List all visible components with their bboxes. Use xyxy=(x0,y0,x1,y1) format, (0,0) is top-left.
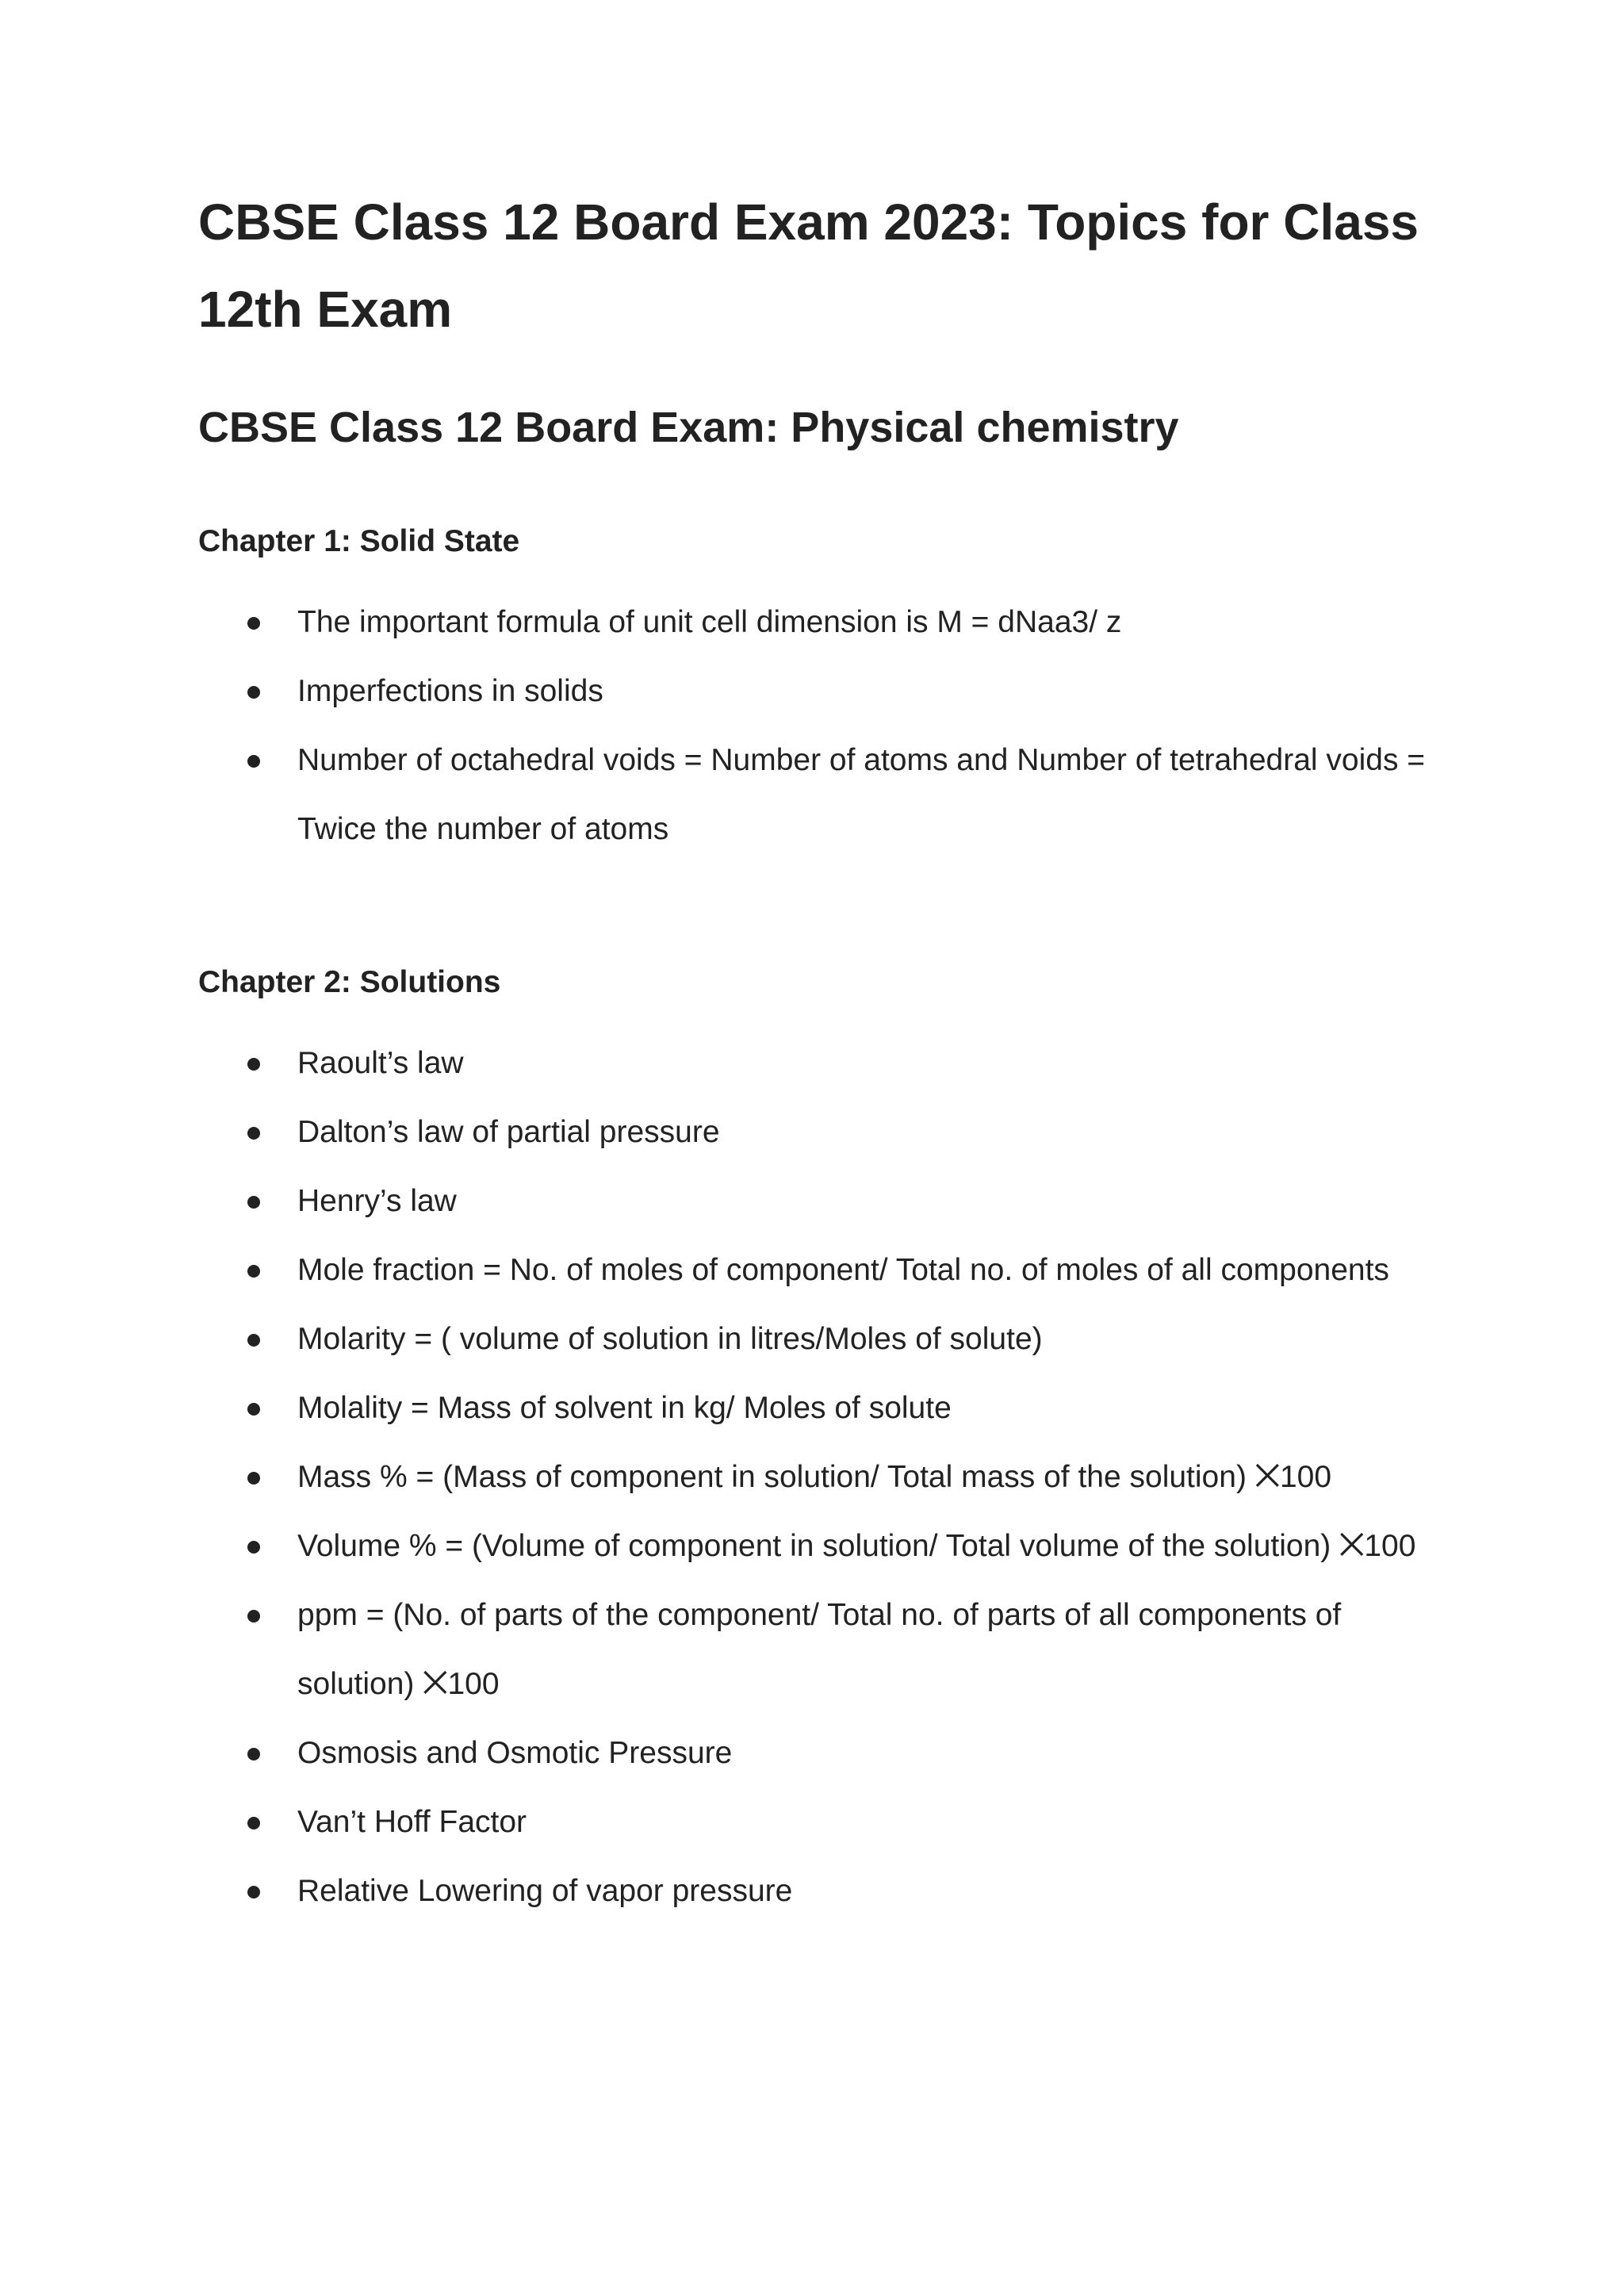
list-item xyxy=(198,1374,1435,1443)
list-item xyxy=(198,588,1435,657)
chapter-section xyxy=(198,959,1435,1925)
list-item xyxy=(198,1718,1435,1787)
list-item xyxy=(198,657,1435,726)
bullet-icon xyxy=(247,1334,260,1347)
chapter-section xyxy=(198,518,1435,864)
chapter-topic-list xyxy=(198,1029,1435,1925)
bullet-icon xyxy=(247,617,260,630)
list-item-text: Raoult’s law xyxy=(297,1046,464,1080)
bullet-icon xyxy=(247,1403,260,1416)
chapter-title: Chapter 2: Solutions xyxy=(198,965,501,999)
list-item xyxy=(198,1580,1435,1718)
list-item-text: Molality = Mass of solvent in kg/ Moles of solute xyxy=(297,1391,952,1425)
list-item-text: Henry’s law xyxy=(297,1184,457,1218)
bullet-icon xyxy=(247,686,260,699)
bullet-icon xyxy=(247,1541,260,1554)
list-item xyxy=(198,726,1435,864)
bullet-icon xyxy=(247,1058,260,1071)
list-item xyxy=(198,1029,1435,1098)
document-title: CBSE Class 12 Board Exam 2023: Topics for Class 12th Exam xyxy=(198,193,1419,338)
list-item-text: Dalton’s law of partial pressure xyxy=(297,1115,720,1149)
list-item-text: Imperfections in solids xyxy=(297,674,603,708)
list-item xyxy=(198,1236,1435,1305)
list-item xyxy=(198,1787,1435,1856)
document-page xyxy=(198,178,1435,1925)
list-item-text: Relative Lowering of vapor pressure xyxy=(297,1874,793,1908)
section-title: CBSE Class 12 Board Exam: Physical chemistry xyxy=(198,404,1179,451)
list-item xyxy=(198,1856,1435,1925)
bullet-icon xyxy=(247,1817,260,1829)
list-item xyxy=(198,1443,1435,1511)
list-item xyxy=(198,1098,1435,1167)
bullet-icon xyxy=(247,1886,260,1898)
list-item-text: Mass % = (Mass of component in solution/ Total mass of the solution) ⨉100 xyxy=(297,1460,1332,1494)
bullet-icon xyxy=(247,1265,260,1278)
list-item-text: Number of octahedral voids = Number of atoms and Number of tetrahedral voids = Twice the number of atoms xyxy=(297,743,1426,846)
list-item-text: Van’t Hoff Factor xyxy=(297,1805,527,1839)
list-item-text: ppm = (No. of parts of the component/ Total no. of parts of all components of solution) ⨉100 xyxy=(297,1598,1342,1701)
bullet-icon xyxy=(247,1610,260,1623)
bullet-icon xyxy=(247,1196,260,1209)
list-item-text: Osmosis and Osmotic Pressure xyxy=(297,1736,733,1770)
list-item-text: The important formula of unit cell dimension is M = dNaa3/ z xyxy=(297,605,1122,639)
chapter-topic-list xyxy=(198,588,1435,864)
list-item-text: Molarity = ( volume of solution in litres/Moles of solute) xyxy=(297,1322,1043,1356)
bullet-icon xyxy=(247,1472,260,1485)
list-item-text: Volume % = (Volume of component in solution/ Total volume of the solution) ⨉100 xyxy=(297,1529,1416,1563)
chapter-title: Chapter 1: Solid State xyxy=(198,524,520,558)
bullet-icon xyxy=(247,1748,260,1761)
bullet-icon xyxy=(247,755,260,768)
list-item-text: Mole fraction = No. of moles of component/ Total no. of moles of all components xyxy=(297,1253,1389,1287)
list-item xyxy=(198,1511,1435,1580)
bullet-icon xyxy=(247,1127,260,1140)
list-item xyxy=(198,1167,1435,1236)
list-item xyxy=(198,1305,1435,1374)
